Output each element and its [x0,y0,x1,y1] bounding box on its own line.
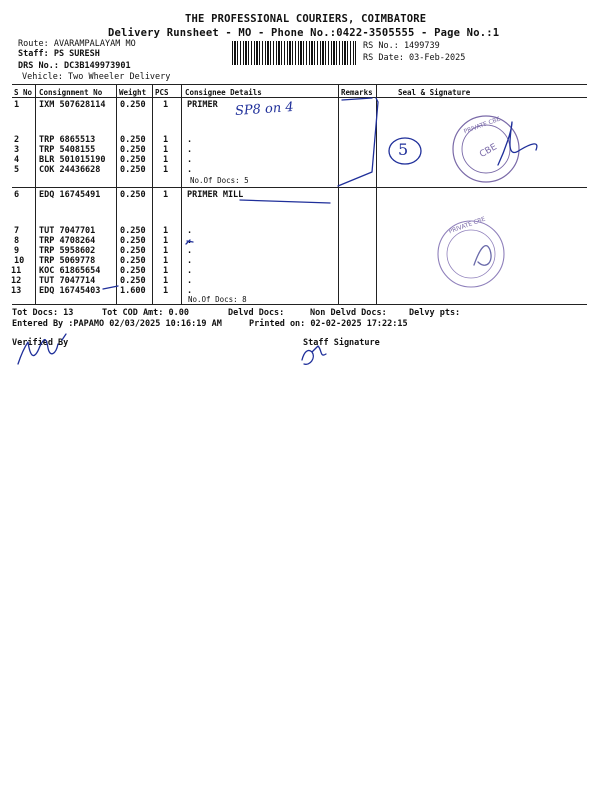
row-sno: 5 [14,165,20,175]
stamp-label: PRIVATE CBE [462,115,502,136]
row-consignment: TRP 5958602 [39,246,96,256]
rs-date: RS Date: 03-Feb-2025 [363,53,466,63]
row-sno: 8 [14,236,20,246]
row-weight: 0.250 [120,256,146,266]
col-header-consignee: Consignee Details [185,88,262,97]
col-header-seal: Seal & Signature [398,88,471,97]
row-details: . [187,145,193,155]
row-sno: 10 [14,256,25,266]
row-consignment: TRP 4708264 [39,236,96,246]
row-details: . [187,276,193,286]
total-docs: Tot Docs: 13 [12,308,74,318]
rs-number: RS No.: 1499739 [363,41,440,51]
row-consignment: IXM 507628114 [39,100,106,110]
row-pcs: 1 [163,236,169,246]
row-consignment: EDQ 16745403 [39,286,101,296]
staff-label: Staff: PS SURESH [18,49,100,59]
staff-signature [302,346,326,364]
verified-by-label: Verified By [12,338,69,348]
row-details: . [187,226,193,236]
row-sno: 11 [11,266,22,276]
row-pcs: 1 [163,256,169,266]
row-sno: 13 [11,286,22,296]
delivered-docs: Delvd Docs: [228,308,285,318]
row-consignment: TUT 7047714 [39,276,96,286]
row-sno: 12 [11,276,22,286]
row-pcs: 1 [163,155,169,165]
row-weight: 0.250 [120,190,146,200]
row-details: . [187,236,193,246]
row-weight: 1.600 [120,286,146,296]
row-weight: 0.250 [120,266,146,276]
group-doc-count: No.Of Docs: 8 [188,295,247,304]
tick-mark [186,240,193,244]
row-sno: 1 [14,100,20,110]
non-delivered-docs: Non Delvd Docs: [310,308,387,318]
col-header-sno: S No [14,88,33,97]
printed-on: Printed on: 02-02-2025 17:22:15 [249,319,408,329]
company-seal [438,221,504,287]
row-weight: 0.250 [120,276,146,286]
row-sno: 6 [14,190,20,200]
row-sno: 2 [14,135,20,145]
col-header-remarks: Remarks [341,88,373,97]
row-pcs: 1 [163,100,169,110]
row-pcs: 1 [163,165,169,175]
row-consignment: TRP 5408155 [39,145,96,155]
route-label: Route: AVARAMPALAYAM MO [18,39,136,49]
row-pcs: 1 [163,266,169,276]
row-details: . [187,135,193,145]
row-pcs: 1 [163,246,169,256]
row-pcs: 1 [163,286,169,296]
company-seal [453,116,519,182]
row-pcs: 1 [163,276,169,286]
row-consignment: BLR 501015190 [39,155,106,165]
row-consignment: TUT 7047701 [39,226,96,236]
remark-line [338,98,378,186]
row-weight: 0.250 [120,246,146,256]
row-weight: 0.250 [120,155,146,165]
row-details: . [187,165,193,175]
row-details: PRIMER [187,100,218,110]
row-consignment: TRP 5069778 [39,256,96,266]
col-header-weight: Weight [119,88,147,97]
tick-mark [103,286,118,289]
row-pcs: 1 [163,145,169,155]
row-pcs: 1 [163,226,169,236]
handwritten-count: 5 [398,140,409,159]
delivery-points: Delvy pts: [409,308,461,318]
row-consignment: EDQ 16745491 [39,190,101,200]
row-details: . [187,286,193,296]
vehicle-label: Vehicle: Two Wheeler Delivery [22,72,171,82]
row-weight: 0.250 [120,135,146,145]
stamp-label: PRIVATE CBE [447,215,487,236]
group-doc-count: No.Of Docs: 5 [190,176,249,185]
row-details: . [187,266,193,276]
circle-mark [389,138,421,164]
row-weight: 0.250 [120,165,146,175]
company-name: THE PROFESSIONAL COURIERS, COIMBATORE [185,13,427,25]
row-sno: 9 [14,246,20,256]
total-cod-amount: Tot COD Amt: 0.00 [102,308,189,318]
staff-signature-label: Staff Signature [303,338,380,348]
row-pcs: 1 [163,190,169,200]
document-title: Delivery Runsheet - MO - Phone No.:0422-3505555 - Page No.:1 [108,27,500,39]
verifier-signature [18,334,66,364]
row-sno: 7 [14,226,20,236]
row-weight: 0.250 [120,226,146,236]
row-consignment: TRP 6865513 [39,135,96,145]
row-details: . [187,246,193,256]
drs-number: DRS No.: DC3B149973901 [18,61,131,71]
row-details: . [187,256,193,266]
row-details: . [187,155,193,165]
row-weight: 0.250 [120,145,146,155]
row-weight: 0.250 [120,100,146,110]
handwritten-remark: SP8 on 4 [234,99,295,120]
row-sno: 4 [14,155,20,165]
strike-line [240,200,330,203]
signature [474,246,491,266]
row-details: PRIMER MILL [187,190,244,200]
col-header-pcs: PCS [155,88,169,97]
row-consignment: COK 24436628 [39,165,101,175]
row-pcs: 1 [163,135,169,145]
row-consignment: KOC 61865654 [39,266,101,276]
entered-by: Entered By :PAPAMO 02/03/2025 10:16:19 AM [12,319,222,329]
row-sno: 3 [14,145,20,155]
row-weight: 0.250 [120,236,146,246]
svg-text:CBE: CBE [478,142,499,160]
col-header-consignment: Consignment No [39,88,103,97]
